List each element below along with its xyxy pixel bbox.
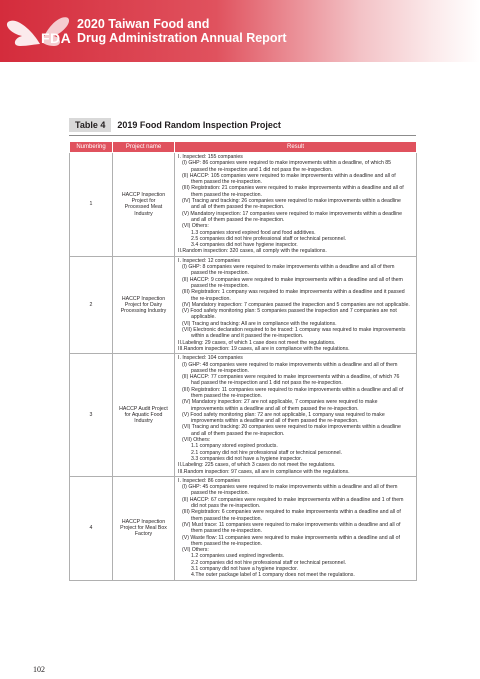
table-body — [70, 153, 417, 581]
table-row — [70, 153, 417, 257]
table-row — [70, 476, 417, 580]
result-line: (V) Mandatory inspection: 17 companies were required to make improvements within a deadline — [182, 210, 403, 217]
result-line: (VII) Others: — [182, 437, 211, 444]
result-line: (II) HACCP: 77 companies were required to make improvements within a deadline, of which 76 — [182, 374, 400, 381]
result-line: improvements within a deadline and all of them passed the re-inspection. — [191, 405, 359, 412]
result-cell — [175, 476, 417, 580]
result-line: did not pass the re-inspection. — [191, 503, 261, 510]
result-line: (II) HACCP: 105 companies were required to make improvements within a deadline and all of — [182, 172, 396, 179]
table-header-row — [70, 142, 417, 153]
result-line: (II) HACCP: 67 companies were required to make improvements within a deadline and 1 of them — [182, 496, 404, 503]
result-line: (II) HACCP: 9 companies were required to make improvements within a deadline and all of them — [182, 276, 403, 283]
report-title — [77, 17, 287, 45]
project-name-cell: HACCP Inspection Project for Meal Box Factory — [113, 476, 175, 580]
result-line: them passed the re-inspection. — [191, 528, 262, 535]
table-number-tag: Table 4 — [69, 118, 111, 132]
result-line: I. Inspected: 155 companies — [178, 154, 243, 160]
row-number-cell: 4 — [70, 476, 113, 580]
result-line: 3.4 companies did not have hygiene inspector. — [191, 242, 298, 249]
project-name-cell: HACCP Inspection Project for Processed Meat Industry — [113, 153, 175, 257]
result-line: 2.1 company did not hire professional staff or technical personnel. — [191, 449, 343, 456]
result-line: improvements within a deadline and all of them passed the re-inspection. — [191, 418, 359, 425]
result-cell — [175, 256, 417, 353]
result-line: (III) Registration: 1 company was required to make improvements within a deadline and it passed — [182, 289, 405, 296]
result-line: I. Inspected: 86 companies — [178, 477, 240, 484]
result-line: 1.1 company stored expired products. — [191, 443, 278, 450]
result-line: (VI) Others: — [182, 223, 209, 230]
fda-logo-text: FDA — [41, 30, 72, 46]
result-line: had passed the re-inspection and 1 did not pass the re-inspection. — [191, 380, 343, 387]
result-line: III.Random inspection: 97 cases, all are in compliance with the regulations. — [178, 468, 350, 475]
result-line: them passed the re-inspection. — [191, 392, 262, 399]
result-line: (V) Food safety monitoring plan: 72 are not applicable, 1 company was required to make — [182, 411, 385, 418]
result-line: (VI) Others: — [182, 547, 209, 554]
result-line: (III) Registration: 11 companies were required to make improvements within a deadline and all of — [182, 386, 404, 393]
result-line: them passed the re-inspection. — [191, 515, 262, 522]
result-cell — [175, 153, 417, 257]
result-line: 4.The outer package label of 1 company does not meet the regulations. — [191, 572, 355, 579]
result-line: (IV) Mandatory inspection: 7 companies passed the inspection and 5 companies are not applicable. — [182, 301, 410, 308]
column-header-project-name: Project name — [113, 142, 175, 153]
result-line: III.Random inspection: 19 cases, all are in compliance with the regulations. — [178, 345, 350, 352]
inspection-results-table — [69, 141, 417, 581]
result-line: 3.1 company did not have a hygiene inspector. — [191, 566, 298, 572]
result-line: within a deadline and it passed the re-inspection. — [191, 333, 304, 340]
result-line: passed the re-inspection. — [191, 367, 249, 374]
result-line: (I) GHP: 48 companies were required to make improvements within a deadline and all of them — [182, 361, 398, 368]
result-line: 1.2 companies used expired ingredients. — [191, 553, 285, 560]
row-number-cell: 3 — [70, 354, 113, 477]
result-line: (III) Registration: 6 companies were required to make improvements within a deadline and all of — [182, 509, 401, 516]
result-line: II.Random inspection: 320 cases, all comply with the regulations. — [178, 248, 327, 255]
result-line: passed the re-inspection. — [191, 270, 249, 277]
result-line: II.Labeling: 225 cases, of which 3 cases do not meet the regulations. — [178, 462, 336, 469]
result-line: 1.3 companies stored expired food and food additives. — [191, 229, 316, 236]
result-line: them passed the re-inspection. — [191, 540, 262, 547]
project-name-cell: HACCP Audit Project for Aquatic Food Industry — [113, 354, 175, 477]
column-header-numbering: Numbering — [70, 142, 113, 153]
result-line: (III) Registration: 21 companies were required to make improvements within a deadline and all of — [182, 185, 404, 192]
result-line: (I) GHP: 86 companies were required to make improvements within a deadline, of which 85 — [182, 160, 392, 167]
result-line: I. Inspected: 104 companies — [178, 355, 243, 362]
result-line: and all of them passed the re-inspection. — [191, 216, 285, 223]
table-caption — [69, 118, 281, 132]
result-line: (I) GHP: 8 companies were required to make improvements within a deadline and all of them — [182, 264, 395, 271]
page-number: 102 — [33, 665, 45, 674]
result-cell — [175, 354, 417, 477]
result-line: them passed the re-inspection. — [191, 179, 262, 186]
result-line: (I) GHP: 45 companies were required to make improvements within a deadline and all of them — [182, 484, 398, 491]
result-line: (IV) Mandatory inspection: 27 are not applicable, 7 companies were required to make — [182, 399, 378, 406]
table-title: 2019 Food Random Inspection Project — [117, 120, 281, 130]
column-header-result: Result — [175, 142, 417, 153]
result-line: (V) Food safety monitoring plan: 5 companies passed the inspection and 7 companies are not — [182, 308, 397, 315]
table-row — [70, 354, 417, 477]
result-line: (VI) Tracing and tracking: All are in compliance with the regulations. — [182, 320, 337, 327]
caption-divider — [69, 135, 416, 136]
report-title-line-1: 2020 Taiwan Food and — [77, 17, 210, 31]
result-line: passed the re-inspection and 1 did not pass the re-inspection. — [191, 166, 333, 173]
result-line: and all of them passed the re-inspection. — [191, 204, 285, 211]
result-line: 3.3 companies did not have a hygiene inspector. — [191, 455, 303, 462]
result-line: passed the re-inspection. — [191, 490, 249, 497]
result-line: I. Inspected: 12 companies — [178, 257, 240, 264]
result-line: (VI) Tracing and tracking: 20 companies were required to make improvements within a deadline — [182, 424, 401, 431]
result-line: (V) Waste flow: 11 companies were required to make improvements within a deadline and all of — [182, 534, 400, 541]
result-line: and all of them passed the re-inspection. — [191, 430, 285, 437]
result-line: 2.2 companies did not hire professional staff or technical personnel. — [191, 559, 347, 566]
result-line: II.Labeling: 29 cases, of which 1 case does not meet the regulations. — [178, 339, 336, 346]
result-line: (VII) Electronic declaration required to be traced: 1 company was required to make improvements — [182, 327, 406, 334]
row-number-cell: 1 — [70, 153, 113, 257]
result-line: (IV) Must trace: 11 companies were required to make improvements within a deadline and all of — [182, 521, 401, 528]
result-line: them passed the re-inspection. — [191, 191, 262, 198]
result-line: 2.5 companies did not hire professional staff or technical personnel. — [191, 235, 347, 242]
table-row — [70, 256, 417, 353]
project-name-cell: HACCP Inspection Project for Dairy Processing Industry — [113, 256, 175, 353]
result-line: applicable. — [191, 314, 216, 321]
result-line: the re-inspection. — [191, 295, 231, 302]
report-header-band — [0, 0, 480, 62]
result-line: passed the re-inspection. — [191, 282, 249, 289]
report-title-line-2: Drug Administration Annual Report — [77, 31, 287, 45]
row-number-cell: 2 — [70, 256, 113, 353]
result-line: (IV) Tracing and tracking: 26 companies were required to make improvements within a deadline — [182, 198, 401, 205]
